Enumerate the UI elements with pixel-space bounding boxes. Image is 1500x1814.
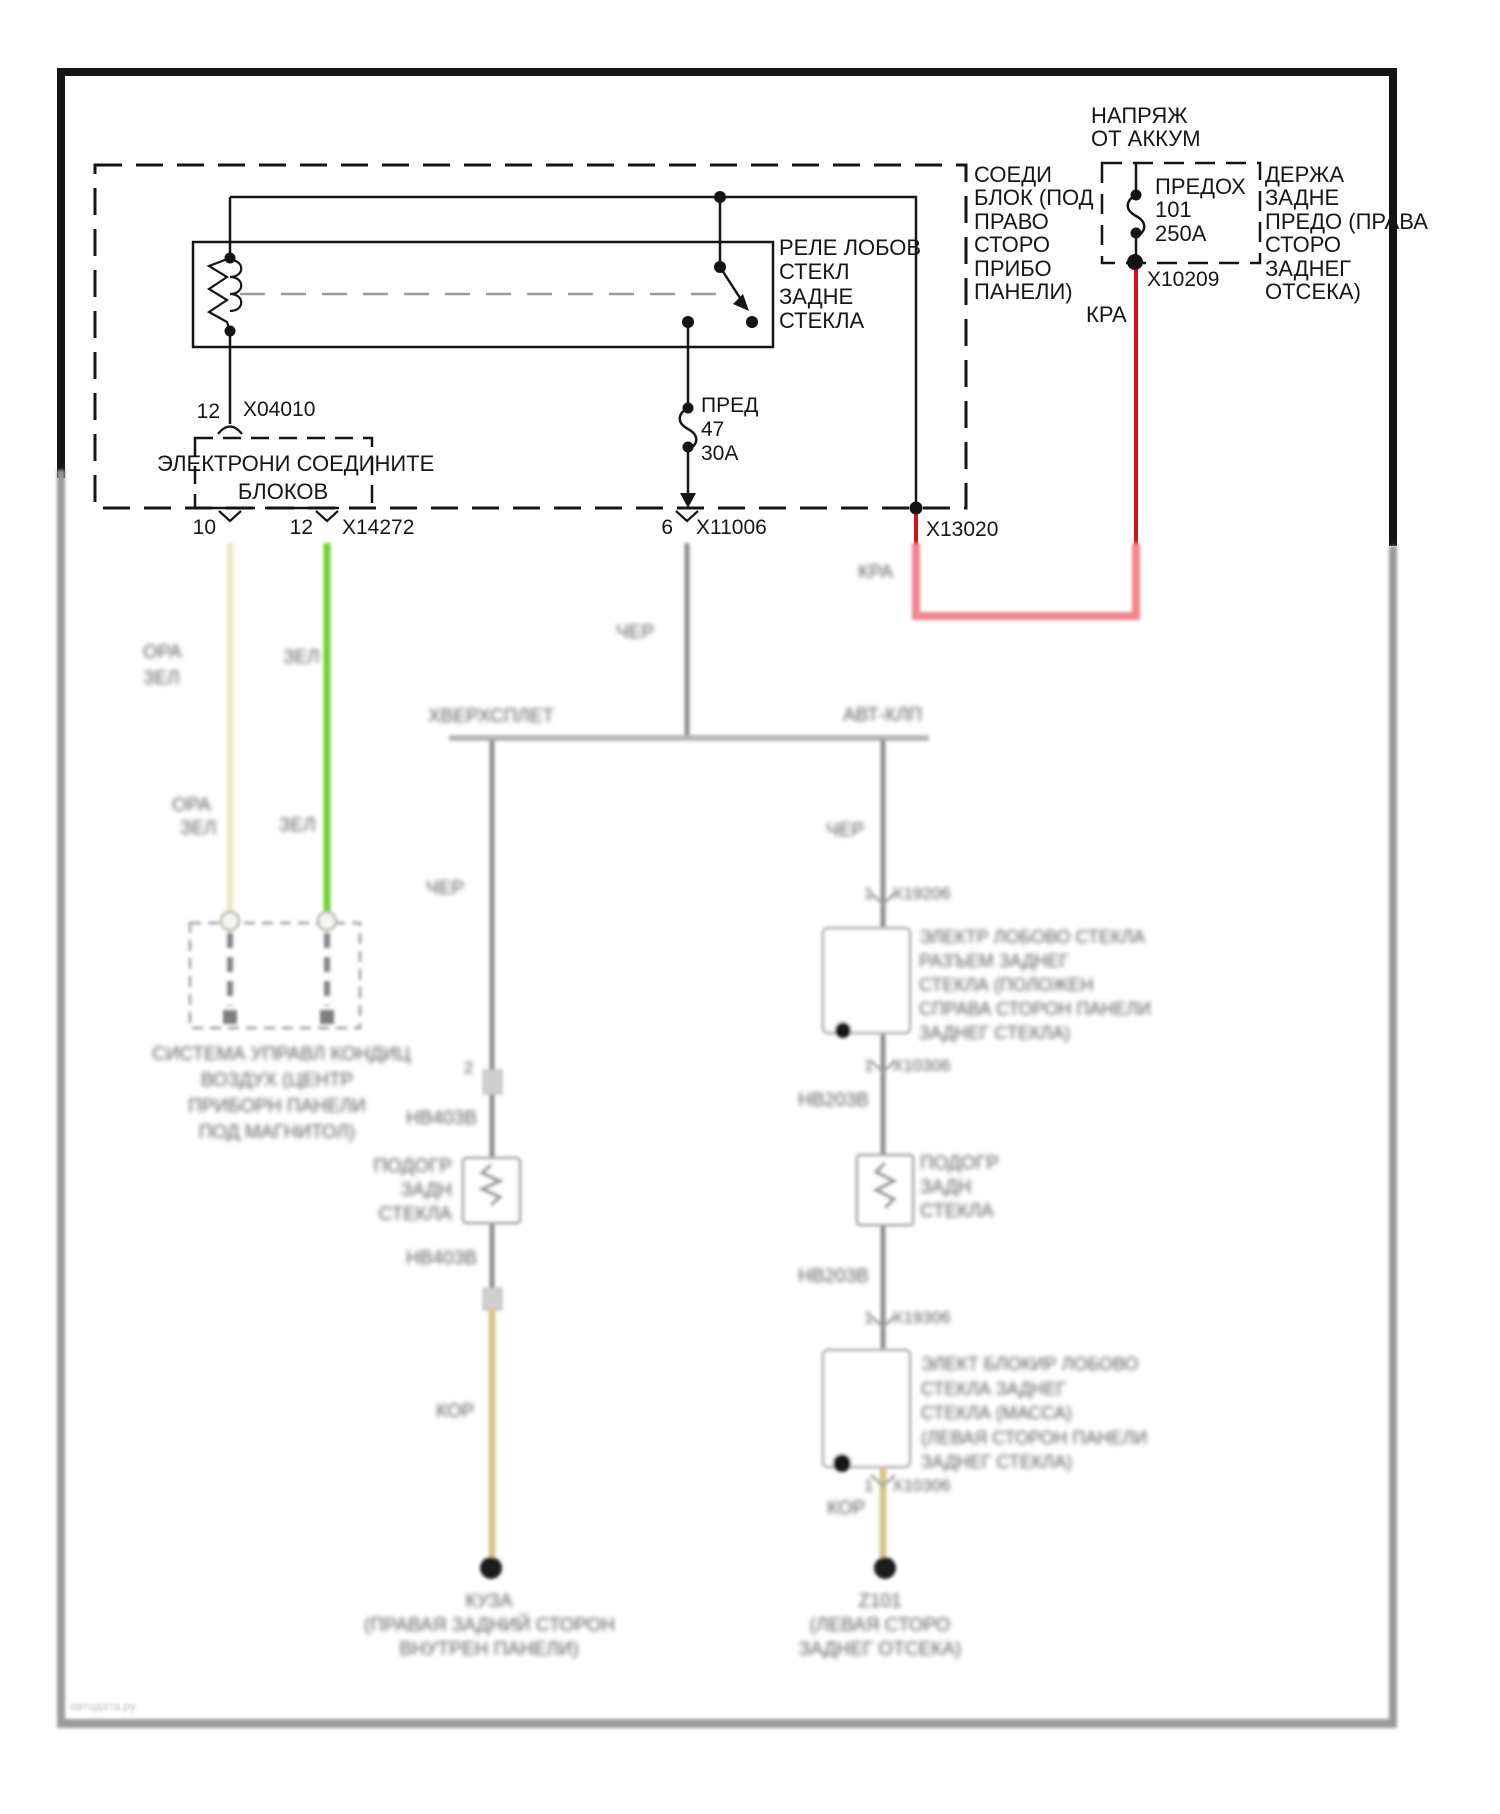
battery-loop-wire-pink xyxy=(916,543,1136,616)
pin-label: 1 xyxy=(864,884,874,903)
connector-label: Х10306 xyxy=(892,1476,951,1495)
left-module-dashed-box xyxy=(190,923,360,1028)
pin-12b-label: 12 xyxy=(289,516,313,539)
pin-label: 1 xyxy=(864,1476,874,1495)
right-box2-dot xyxy=(833,1454,851,1472)
connector-x14272-label: Х14272 xyxy=(342,516,415,539)
pin-12-label: 12 xyxy=(196,400,220,423)
wire-color-label: ЗЕЛ xyxy=(283,647,320,668)
wire-color-label: ОРА xyxy=(143,642,182,663)
right-box1 xyxy=(823,928,910,1033)
circuit-code-label: НВ403В xyxy=(406,1108,477,1129)
relay-label: РЕЛЕ ЛОБОВ СТЕКЛ ЗАДНЕ СТЕКЛА xyxy=(779,235,922,333)
wire-color-kra-top: КРА xyxy=(1086,302,1127,327)
wire-color-label: ЗЕЛ xyxy=(180,818,217,839)
fuse-47-label: ПРЕД 47 30А xyxy=(701,394,759,465)
ground-dot-right xyxy=(874,1557,896,1579)
wire-color-label: ЗЕЛ xyxy=(279,815,316,836)
wire-color-label: ЧЕР xyxy=(426,878,465,899)
wire-color-label: ЧЕР xyxy=(616,622,655,643)
left-heater-box xyxy=(463,1158,520,1223)
connector-label: Х19206 xyxy=(892,884,951,903)
left-module-label: СИСТЕМА УПРАВЛ КОНДИЦ ВОЗДУХ (ЦЕНТР ПРИБОРН ПАНЕЛИ ПОД МАГНИТОЛ) xyxy=(152,1044,411,1143)
left-module-pin1 xyxy=(221,912,239,930)
connector-label: Х19306 xyxy=(892,1308,951,1327)
connector-x04010-label: Х04010 xyxy=(243,398,316,421)
right-box2-label: ЭЛЕКТ БЛОКИР ЛОБОВО СТЕКЛА ЗАДНЕГ СТЕКЛА (МАССА) (ЛЕВАЯ СТОРОН ПАНЕЛИ ЗАДНЕГ СТЕКЛА) xyxy=(921,1354,1148,1472)
pin-6-label: 6 xyxy=(661,516,673,539)
left-branch-connector-a xyxy=(483,1070,502,1094)
arrow-down-icon xyxy=(680,493,696,508)
pin-10-label: 10 xyxy=(192,516,216,539)
right-heater-label: ПОДОГР ЗАДН СТЕКЛА xyxy=(920,1153,999,1222)
wire-color-label: ОРА xyxy=(172,795,211,816)
ground-dot-left xyxy=(480,1557,502,1579)
wire-color-label: ЧЕР xyxy=(826,820,865,841)
connector-label: Х10306 xyxy=(892,1056,951,1075)
wire-color-label: ЗЕЛ xyxy=(143,668,180,689)
ground-left-label: КУЗА (ПРАВАЯ ЗАДНИЙ СТОРОН ВНУТРЕН ПАНЕЛИ) xyxy=(364,1591,616,1660)
watermark: автодата.ру xyxy=(70,1699,136,1713)
pin-label: 2 xyxy=(464,1058,474,1077)
electronic-connector-block-label: ЭЛЕКТРОНИ СОЕДИНИТЕ БЛОКОВ xyxy=(157,451,435,504)
right-box1-dot xyxy=(835,1022,851,1038)
circuit-code-label: НВ403В xyxy=(406,1248,477,1269)
relay-switch xyxy=(720,197,749,311)
wire-color-label: КОР xyxy=(827,1498,866,1519)
right-box2 xyxy=(823,1350,910,1467)
battery-voltage-label: НАПРЯЖ ОТ АККУМ xyxy=(1091,103,1201,152)
pin-label: 1 xyxy=(864,1056,874,1075)
fuse-101-element xyxy=(1128,163,1145,260)
circuit-code-label: НВ203В xyxy=(798,1266,869,1287)
connector-x11006-label: Х11006 xyxy=(696,516,767,539)
wire-color-label: КОР xyxy=(436,1401,475,1422)
relay-coil xyxy=(209,197,241,424)
pin-label: 1 xyxy=(864,1308,874,1327)
wire-color-label: КРА xyxy=(858,562,894,583)
right-box1-label: ЭЛЕКТР ЛОБОВО СТЕКЛА РАЗЪЕМ ЗАДНЕГ СТЕКЛА (ПОЛОЖЕН СПРАВА СТОРОН ПАНЕЛИ ЗАДНЕГ СТЕКЛА) xyxy=(919,927,1152,1043)
left-branch-connector-b xyxy=(483,1288,502,1310)
connector-x13020-label: Х13020 xyxy=(926,518,999,541)
connector-x10209-label: Х10209 xyxy=(1147,268,1220,291)
ground-right-label: Z101 (ЛЕВАЯ СТОРО ЗАДНЕГ ОТСЕКА) xyxy=(798,1591,962,1660)
splice-label-right: АВТ-КЛП xyxy=(843,705,923,726)
fuse-101-label: ПРЕДОХ 101 250А xyxy=(1155,174,1246,246)
circuit-code-label: НВ203В xyxy=(798,1090,869,1111)
junction-block-label: СОЕДИ БЛОК (ПОД ПРАВО СТОРО ПРИБО ПАНЕЛИ) xyxy=(974,162,1094,305)
left-module-pin2 xyxy=(318,912,336,930)
right-heater-box xyxy=(857,1155,913,1225)
left-heater-label: ПОДОГР ЗАДН СТЕКЛА xyxy=(373,1156,452,1225)
fuse-holder-label: ДЕРЖА ЗАДНЕ ПРЕДО (ПРАВА СТОРО ЗАДНЕГ ОТСЕКА) xyxy=(1265,162,1428,305)
relay-box xyxy=(193,242,773,347)
splice-label-left: ХВЕРХСПЛЕТ xyxy=(428,706,555,727)
